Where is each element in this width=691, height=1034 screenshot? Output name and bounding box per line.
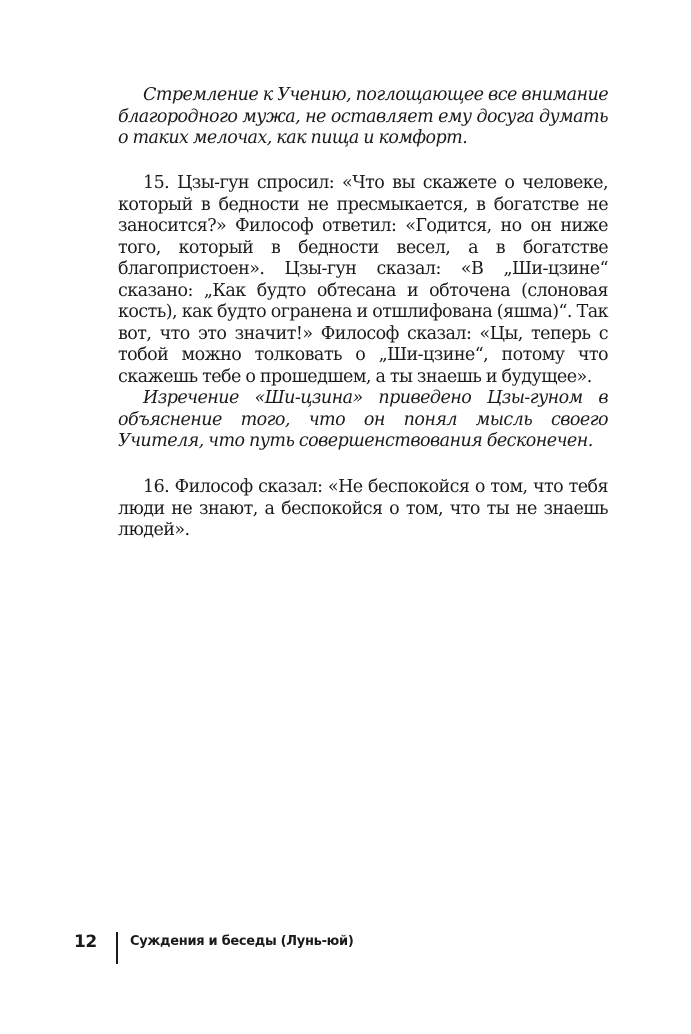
saying-16-text: 16. Философ сказал: «Не беспокойся о том, что тебя люди не знают, а беспокойся о том, что ты не знаешь людей». bbox=[118, 477, 608, 540]
page-number: 12 bbox=[74, 932, 97, 952]
saying-15-text: 15. Цзы-гун спросил: «Что вы скажете о человеке, который в бедности не пресмыкается, в богатстве не заносится?» Философ ответил: «Годится, но он ниже того, который в бедности весел, а в богатстве благопристоен». Цзы-гун сказал: «В „Ши-цзине“ сказано: „Как будто обтесана и обточена (слоновая кость), как будто огранена и отшлифована (яшма)“. Так вот, что это значит!» Философ сказал: «Цы, теперь с тобой можно толковать о „Ши-цзине“, потому что скажешь тебе о прошедшем, а ты знаешь и будущее». bbox=[118, 173, 608, 387]
saying-16-block bbox=[118, 477, 608, 542]
footer-divider bbox=[116, 932, 118, 964]
saying-15-commentary: Изречение «Ши-цзина» приведено Цзы-гуном в объяснение того, что он понял мысль своего Учителя, что путь совершенствования бесконечен. bbox=[118, 388, 608, 451]
commentary-block-1 bbox=[118, 85, 608, 150]
saying-15-block bbox=[118, 173, 608, 453]
commentary-text: Стремление к Учению, поглощающее все внимание благородного мужа, не оставляет ему досуга думать о таких мелочах, как пища и комфорт. bbox=[118, 85, 608, 148]
running-title: Суждения и беседы (Лунь-юй) bbox=[130, 934, 354, 949]
page-footer bbox=[0, 928, 691, 966]
